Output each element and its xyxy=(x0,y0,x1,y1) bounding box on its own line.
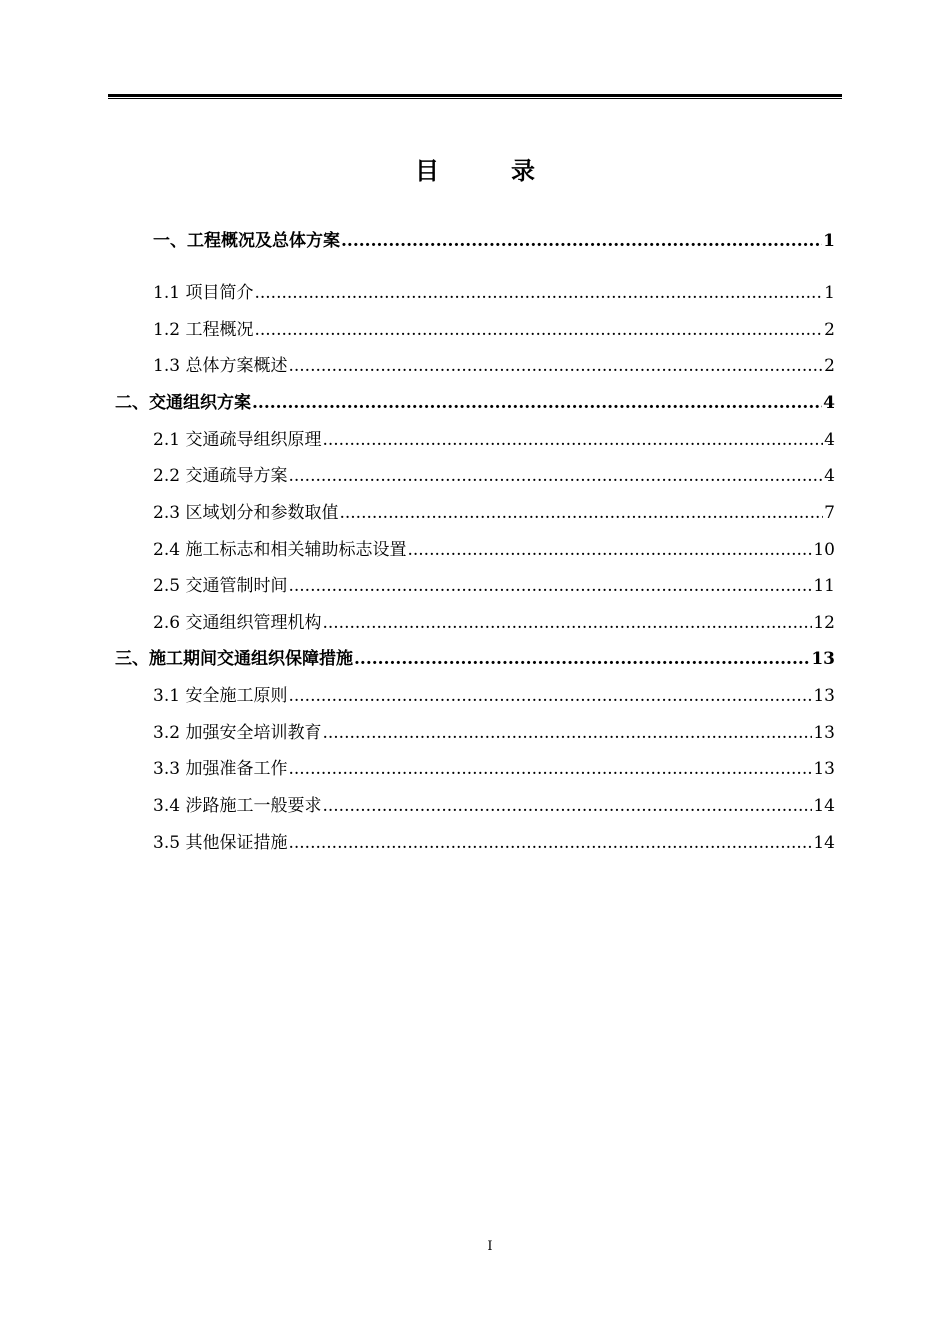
toc-entry-page: 11 xyxy=(813,576,835,596)
toc-leader-dots xyxy=(288,574,812,598)
toc-leader-dots xyxy=(407,538,812,562)
toc-entry-3-5[interactable] xyxy=(153,831,835,855)
toc-entry-label: 2.2 交通疏导方案 xyxy=(153,466,288,486)
toc-leader-dots xyxy=(254,318,823,342)
toc-entry-2-1[interactable] xyxy=(153,428,835,452)
toc-entry-label: 一、工程概况及总体方案 xyxy=(153,231,340,251)
toc-entry-page: 1 xyxy=(823,231,835,251)
header-rule-thin xyxy=(108,98,842,99)
toc-leader-dots xyxy=(288,684,812,708)
toc-entry-page: 13 xyxy=(813,759,835,779)
toc-entry-page: 13 xyxy=(811,649,835,669)
toc-entry-3-2[interactable] xyxy=(153,721,835,745)
toc-entry-page: 13 xyxy=(813,723,835,743)
toc-entry-label: 2.5 交通管制时间 xyxy=(153,576,288,596)
toc-entry-label: 1.3 总体方案概述 xyxy=(153,356,288,376)
toc-entry-2-6[interactable] xyxy=(153,611,835,635)
toc-leader-dots xyxy=(339,501,823,525)
toc-entry-page: 14 xyxy=(813,833,835,853)
toc-entry-2-4[interactable] xyxy=(153,538,835,562)
toc-entry-page: 12 xyxy=(813,613,835,633)
toc-entry-page: 14 xyxy=(813,796,835,816)
toc-leader-dots xyxy=(322,611,812,635)
toc-leader-dots xyxy=(322,721,812,745)
toc-entry-3-4[interactable] xyxy=(153,794,835,818)
toc-entry-page: 13 xyxy=(813,686,835,706)
toc-leader-dots xyxy=(322,794,812,818)
toc-entry-label: 二、交通组织方案 xyxy=(115,393,251,413)
toc-leader-dots xyxy=(288,354,823,378)
toc-entry-label: 1.1 项目简介 xyxy=(153,283,254,303)
toc-entry-label: 3.4 涉路施工一般要求 xyxy=(153,796,322,816)
toc-entry-page: 1 xyxy=(824,283,835,303)
toc-entry-2-2[interactable] xyxy=(153,464,835,488)
toc-entry-label: 2.6 交通组织管理机构 xyxy=(153,613,322,633)
toc-leader-dots xyxy=(254,281,823,305)
toc-entry-1-1[interactable] xyxy=(153,281,835,305)
toc-leader-dots xyxy=(354,647,810,671)
toc-entry-page: 4 xyxy=(823,393,835,413)
toc-entry-label: 三、施工期间交通组织保障措施 xyxy=(115,649,353,669)
toc-entry-1-3[interactable] xyxy=(153,354,835,378)
header-rule-thick xyxy=(108,94,842,97)
toc-leader-dots xyxy=(252,391,822,415)
toc-entry-page: 7 xyxy=(824,503,835,523)
toc-entry-label: 2.1 交通疏导组织原理 xyxy=(153,430,322,450)
toc-entry-page: 10 xyxy=(813,540,835,560)
toc-entry-label: 3.2 加强安全培训教育 xyxy=(153,723,322,743)
toc-leader-dots xyxy=(341,229,822,253)
toc-entry-section-3[interactable] xyxy=(115,647,835,671)
toc-entry-section-1[interactable] xyxy=(153,229,835,253)
toc-entry-section-2[interactable] xyxy=(115,391,835,415)
page-number: I xyxy=(487,1239,493,1254)
toc-entry-page: 2 xyxy=(824,356,835,376)
toc-entry-page: 4 xyxy=(824,466,835,486)
toc-entry-2-5[interactable] xyxy=(153,574,835,598)
toc-entry-page: 2 xyxy=(824,320,835,340)
toc-entry-label: 2.3 区域划分和参数取值 xyxy=(153,503,339,523)
toc-entry-label: 3.1 安全施工原则 xyxy=(153,686,288,706)
toc-entry-label: 3.3 加强准备工作 xyxy=(153,759,288,779)
toc-entry-label: 2.4 施工标志和相关辅助标志设置 xyxy=(153,540,407,560)
toc-entry-2-3[interactable] xyxy=(153,501,835,525)
toc-entry-page: 4 xyxy=(824,430,835,450)
toc-leader-dots xyxy=(322,428,823,452)
toc-leader-dots xyxy=(288,831,812,855)
toc-title: 目 录 xyxy=(415,157,559,185)
toc-entry-label: 3.5 其他保证措施 xyxy=(153,833,288,853)
toc-leader-dots xyxy=(288,464,823,488)
toc-entry-3-3[interactable] xyxy=(153,757,835,781)
toc-entry-label: 1.2 工程概况 xyxy=(153,320,254,340)
toc-entry-3-1[interactable] xyxy=(153,684,835,708)
toc-leader-dots xyxy=(288,757,812,781)
toc-entry-1-2[interactable] xyxy=(153,318,835,342)
